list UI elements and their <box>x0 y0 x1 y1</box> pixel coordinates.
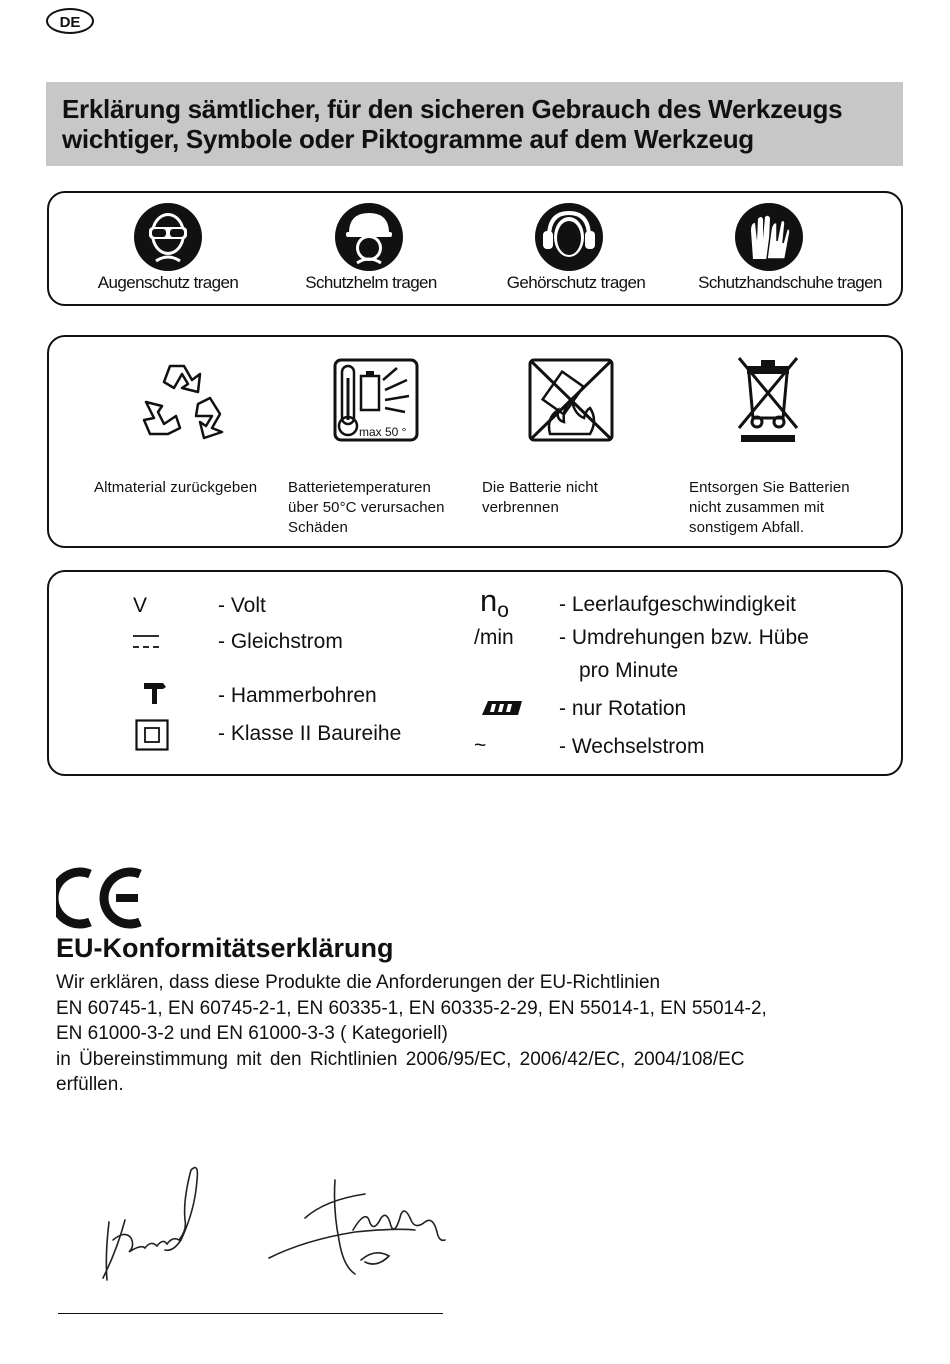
language-badge: DE <box>46 8 94 34</box>
battery-text-recycle <box>94 478 257 498</box>
rotation-icon <box>482 701 522 715</box>
hammer-label: - Hammerbohren <box>218 684 377 707</box>
signature-1 <box>95 1160 210 1290</box>
no-fire-battery-icon <box>528 358 614 442</box>
eu-text-line: EN 61000-3-2 und EN 61000-3-3 ( Kategoriell) <box>56 1023 448 1044</box>
gloves-icon <box>733 201 805 273</box>
ppe-label-gloves: Schutzhandschuhe tragen <box>698 273 882 292</box>
eu-declaration-heading: EU-Konformitätserklärung <box>56 933 394 963</box>
battery-temperature-icon-text: max 50 ° <box>359 425 407 439</box>
ac-symbol: ~ <box>474 734 487 757</box>
volt-symbol: V <box>133 594 148 617</box>
eu-text-line: in Übereinstimmung mit den Richtlinien 2006/95/EC, 2006/42/EC, 2004/108/EC <box>56 1048 745 1070</box>
eu-text-line: EN 60745-1, EN 60745-2-1, EN 60335-1, EN 60335-2-29, EN 55014-1, EN 55014-2, <box>56 997 767 1019</box>
recycle-icon <box>140 358 228 442</box>
signature-2 <box>265 1170 450 1280</box>
ppe-label-ear: Gehörschutz tragen <box>506 273 646 292</box>
battery-temperature-icon <box>333 358 419 442</box>
title-line-2: wichtiger, Symbole oder Piktogramme auf dem Werkzeug <box>62 124 754 154</box>
battery-text-line: nicht zusammen mit <box>689 499 825 516</box>
eu-text-line: erfüllen. <box>56 1074 124 1095</box>
battery-text-disposal <box>689 478 850 538</box>
class-two-label: - Klasse II Baureihe <box>218 722 402 745</box>
title-line-1: Erklärung sämtlicher, für den sicheren Gebrauch des Werkzeugs <box>62 94 843 124</box>
ac-label: - Wechselstrom <box>559 735 705 758</box>
battery-text-fire <box>482 478 598 518</box>
eu-declaration-text <box>56 970 886 1098</box>
idle-speed-n: n <box>480 583 498 618</box>
rotation-label: - nur Rotation <box>559 697 687 720</box>
dc-label: - Gleichstrom <box>218 630 343 653</box>
ppe-label-helmet: Schutzhelm tragen <box>305 273 437 292</box>
per-minute-label-2: pro Minute <box>579 659 679 682</box>
ear-protection-icon <box>533 201 605 273</box>
ppe-label-goggles: Augenschutz tragen <box>97 273 239 292</box>
battery-text-line: Entsorgen Sie Batterien <box>689 479 850 496</box>
signature-line <box>58 1313 443 1314</box>
battery-text-line: verbrennen <box>482 499 559 516</box>
battery-text-line: Die Batterie nicht <box>482 479 599 496</box>
battery-text-line: sonstigem Abfall. <box>689 519 805 536</box>
crossed-bin-icon <box>733 352 803 444</box>
battery-text-line: Schäden <box>288 519 348 536</box>
ce-mark-icon <box>56 866 144 930</box>
volt-label: - Volt <box>218 594 266 617</box>
battery-text-line: Batterietemperaturen <box>288 479 431 496</box>
idle-speed-label: - Leerlaufgeschwindigkeit <box>559 593 796 616</box>
per-minute-symbol: /min <box>474 626 514 649</box>
hammer-icon <box>143 681 167 705</box>
idle-speed-sub: o <box>497 599 509 622</box>
dc-icon <box>133 634 159 650</box>
per-minute-label: - Umdrehungen bzw. Hübe <box>559 626 809 649</box>
hard-hat-icon <box>333 201 405 273</box>
idle-speed-symbol <box>480 583 509 623</box>
battery-text-line: Altmaterial zurückgeben <box>94 479 258 496</box>
class-two-icon <box>135 719 169 751</box>
page-title <box>46 82 903 166</box>
eu-text-line: Wir erklären, dass diese Produkte die Anforderungen der EU-Richtlinien <box>56 972 661 993</box>
safety-goggles-icon <box>132 201 204 273</box>
battery-text-temperature <box>288 478 445 538</box>
battery-text-line: über 50°C verursachen <box>288 499 445 516</box>
